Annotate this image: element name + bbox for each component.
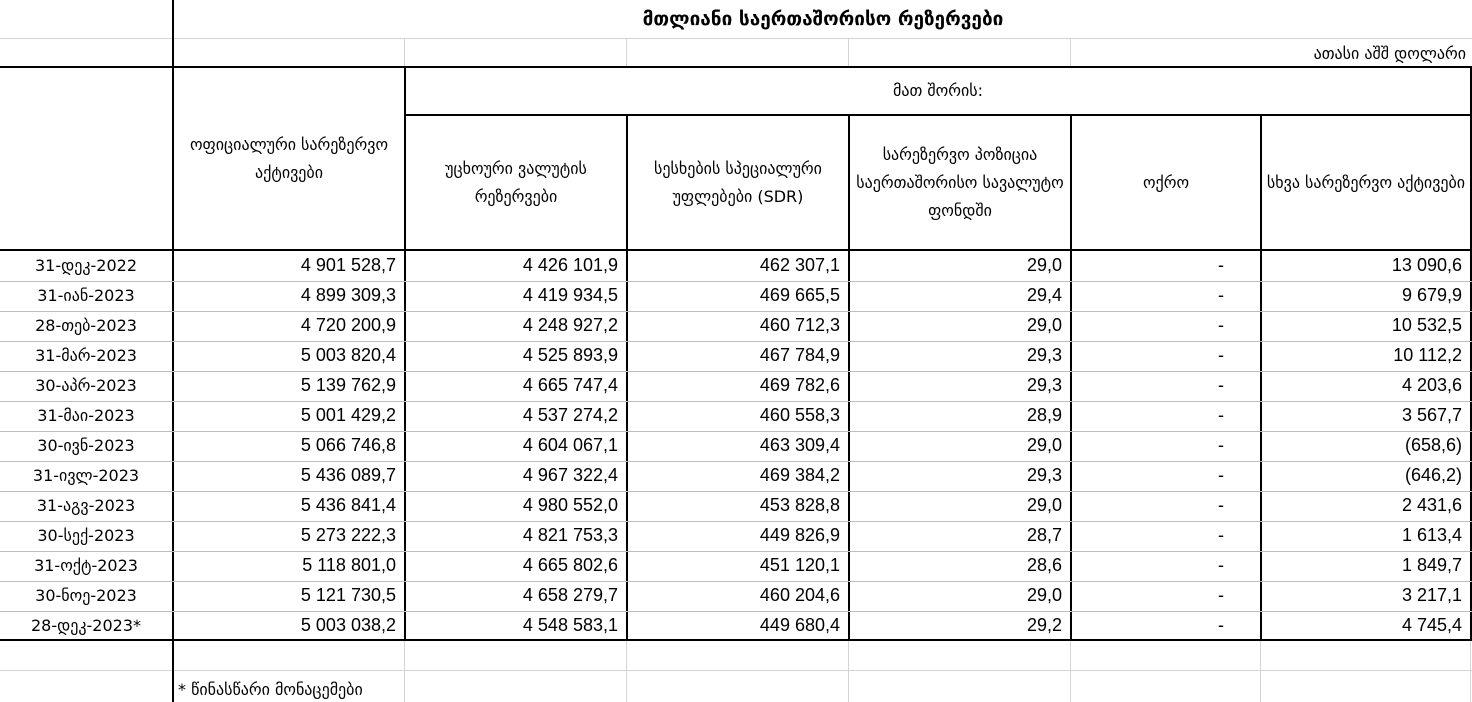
cell-foreign: 4 548 583,1 bbox=[522, 615, 618, 635]
cell-official: 5 436 089,7 bbox=[300, 465, 396, 485]
unit-label: ათასი აშშ დოლარი bbox=[1313, 44, 1466, 63]
cell-date: 31-ოქტ-2023 bbox=[34, 556, 138, 575]
table-row bbox=[0, 371, 1472, 401]
cell-official: 5 273 222,3 bbox=[300, 525, 396, 545]
cell-imf: 29,3 bbox=[1026, 345, 1062, 365]
cell-date: 28-დეკ-2023* bbox=[31, 616, 141, 635]
cell-foreign: 4 426 101,9 bbox=[522, 255, 618, 275]
cell-gold: - bbox=[1218, 495, 1224, 515]
cell-date: 30-აპრ-2023 bbox=[35, 376, 137, 395]
cell-foreign: 4 604 067,1 bbox=[522, 435, 618, 455]
cell-other: 3 217,1 bbox=[1401, 585, 1462, 605]
cell-gold: - bbox=[1218, 315, 1224, 335]
cell-official: 4 899 309,3 bbox=[300, 285, 396, 305]
cell-sdr: 460 558,3 bbox=[759, 405, 840, 425]
cell-foreign: 4 665 802,6 bbox=[522, 555, 618, 575]
cell-other: 4 745,4 bbox=[1401, 615, 1462, 635]
header-other-assets: სხვა სარეზერვო აქტივები bbox=[1266, 172, 1466, 192]
cell-imf: 29,0 bbox=[1026, 255, 1062, 275]
cell-other: 1 849,7 bbox=[1401, 555, 1462, 575]
cell-gold: - bbox=[1218, 555, 1224, 575]
footnote: * წინასწარი მონაცემები bbox=[178, 679, 363, 699]
cell-foreign: 4 821 753,3 bbox=[522, 525, 618, 545]
table-row bbox=[0, 431, 1472, 461]
cell-gold: - bbox=[1218, 405, 1224, 425]
cell-gold: - bbox=[1218, 345, 1224, 365]
cell-sdr: 469 782,6 bbox=[759, 375, 840, 395]
cell-sdr: 460 712,3 bbox=[759, 315, 840, 335]
cell-gold: - bbox=[1218, 375, 1224, 395]
cell-gold: - bbox=[1218, 435, 1224, 455]
table-row bbox=[0, 521, 1472, 551]
cell-imf: 29,0 bbox=[1026, 585, 1062, 605]
cell-imf: 29,0 bbox=[1026, 315, 1062, 335]
table-row bbox=[0, 611, 1472, 641]
table-row bbox=[0, 551, 1472, 581]
cell-other: 2 431,6 bbox=[1401, 495, 1462, 515]
cell-official: 5 066 746,8 bbox=[300, 435, 396, 455]
cell-imf: 29,4 bbox=[1026, 285, 1062, 305]
cell-gold: - bbox=[1218, 615, 1224, 635]
cell-foreign: 4 665 747,4 bbox=[522, 375, 618, 395]
cell-date: 31-მაი-2023 bbox=[37, 406, 135, 425]
cell-other: 1 613,4 bbox=[1401, 525, 1462, 545]
cell-gold: - bbox=[1218, 525, 1224, 545]
table-row bbox=[0, 461, 1472, 491]
cell-foreign: 4 419 934,5 bbox=[522, 285, 618, 305]
cell-sdr: 469 384,2 bbox=[759, 465, 840, 485]
cell-gold: - bbox=[1218, 585, 1224, 605]
cell-sdr: 451 120,1 bbox=[759, 555, 840, 575]
cell-foreign: 4 248 927,2 bbox=[522, 315, 618, 335]
cell-date: 31-ივლ-2023 bbox=[32, 466, 140, 485]
cell-other: 9 679,9 bbox=[1401, 285, 1462, 305]
cell-imf: 28,9 bbox=[1026, 405, 1062, 425]
cell-other: 4 203,6 bbox=[1401, 375, 1462, 395]
header-foreign-currency: უცხოური ვალუტის რეზერვები bbox=[445, 158, 587, 206]
cell-date: 30-ნოე-2023 bbox=[35, 586, 137, 605]
cell-official: 5 003 038,2 bbox=[300, 615, 396, 635]
cell-date: 31-მარ-2023 bbox=[35, 346, 137, 365]
table-row bbox=[0, 311, 1472, 341]
cell-official: 5 003 820,4 bbox=[300, 345, 396, 365]
cell-official: 4 901 528,7 bbox=[300, 255, 396, 275]
header-imf-position: სარეზერვო პოზიცია საერთაშორისო სავალუტო ფონდში bbox=[856, 144, 1064, 220]
header-gold: ოქრო bbox=[1142, 172, 1190, 192]
cell-sdr: 460 204,6 bbox=[759, 585, 840, 605]
cell-date: 30-სექ-2023 bbox=[37, 526, 135, 545]
cell-imf: 28,7 bbox=[1026, 525, 1062, 545]
header-official-reserves: ოფიციალური სარეზერვო აქტივები bbox=[189, 134, 389, 182]
cell-sdr: 462 307,1 bbox=[759, 255, 840, 275]
table-row bbox=[0, 281, 1472, 311]
cell-gold: - bbox=[1218, 255, 1224, 275]
cell-other: 3 567,7 bbox=[1401, 405, 1462, 425]
cell-gold: - bbox=[1218, 285, 1224, 305]
cell-date: 30-ივნ-2023 bbox=[37, 436, 135, 455]
table-row bbox=[0, 581, 1472, 611]
table-row bbox=[0, 341, 1472, 371]
cell-foreign: 4 980 552,0 bbox=[522, 495, 618, 515]
cell-foreign: 4 525 893,9 bbox=[522, 345, 618, 365]
cell-date: 31-აგვ-2023 bbox=[36, 496, 136, 515]
cell-sdr: 453 828,8 bbox=[759, 495, 840, 515]
header-sdr: სესხების სპეციალური უფლებები (SDR) bbox=[654, 158, 822, 206]
table-row bbox=[0, 491, 1472, 521]
cell-official: 4 720 200,9 bbox=[300, 315, 396, 335]
table-body bbox=[0, 251, 1472, 639]
table-title: მთლიანი საერთაშორისო რეზერვები bbox=[642, 8, 1004, 30]
cell-sdr: 463 309,4 bbox=[759, 435, 840, 455]
table-row bbox=[0, 401, 1472, 431]
cell-official: 5 121 730,5 bbox=[300, 585, 396, 605]
cell-official: 5 118 801,0 bbox=[302, 555, 396, 575]
cell-date: 31-იან-2023 bbox=[37, 286, 135, 305]
cell-sdr: 449 826,9 bbox=[759, 525, 840, 545]
cell-other: (658,6) bbox=[1404, 435, 1462, 455]
cell-sdr: 467 784,9 bbox=[759, 345, 840, 365]
cell-date: 28-თებ-2023 bbox=[35, 316, 137, 335]
cell-other: 13 090,6 bbox=[1391, 255, 1462, 275]
cell-sdr: 469 665,5 bbox=[759, 285, 840, 305]
cell-gold: - bbox=[1218, 465, 1224, 485]
cell-sdr: 449 680,4 bbox=[759, 615, 840, 635]
header-of-which: მათ შორის: bbox=[892, 81, 983, 100]
cell-imf: 28,6 bbox=[1026, 555, 1062, 575]
cell-other: (646,2) bbox=[1404, 465, 1462, 485]
cell-foreign: 4 967 322,4 bbox=[522, 465, 618, 485]
cell-official: 5 001 429,2 bbox=[300, 405, 396, 425]
cell-imf: 29,3 bbox=[1026, 465, 1062, 485]
cell-foreign: 4 658 279,7 bbox=[522, 585, 618, 605]
cell-official: 5 436 841,4 bbox=[300, 495, 396, 515]
cell-imf: 29,0 bbox=[1026, 495, 1062, 515]
cell-other: 10 532,5 bbox=[1391, 315, 1462, 335]
cell-official: 5 139 762,9 bbox=[300, 375, 396, 395]
table-row bbox=[0, 251, 1472, 281]
cell-imf: 29,2 bbox=[1026, 615, 1062, 635]
cell-other: 10 112,2 bbox=[1393, 345, 1462, 365]
cell-date: 31-დეკ-2022 bbox=[35, 256, 137, 275]
cell-foreign: 4 537 274,2 bbox=[522, 405, 618, 425]
cell-imf: 29,0 bbox=[1026, 435, 1062, 455]
cell-imf: 29,3 bbox=[1026, 375, 1062, 395]
